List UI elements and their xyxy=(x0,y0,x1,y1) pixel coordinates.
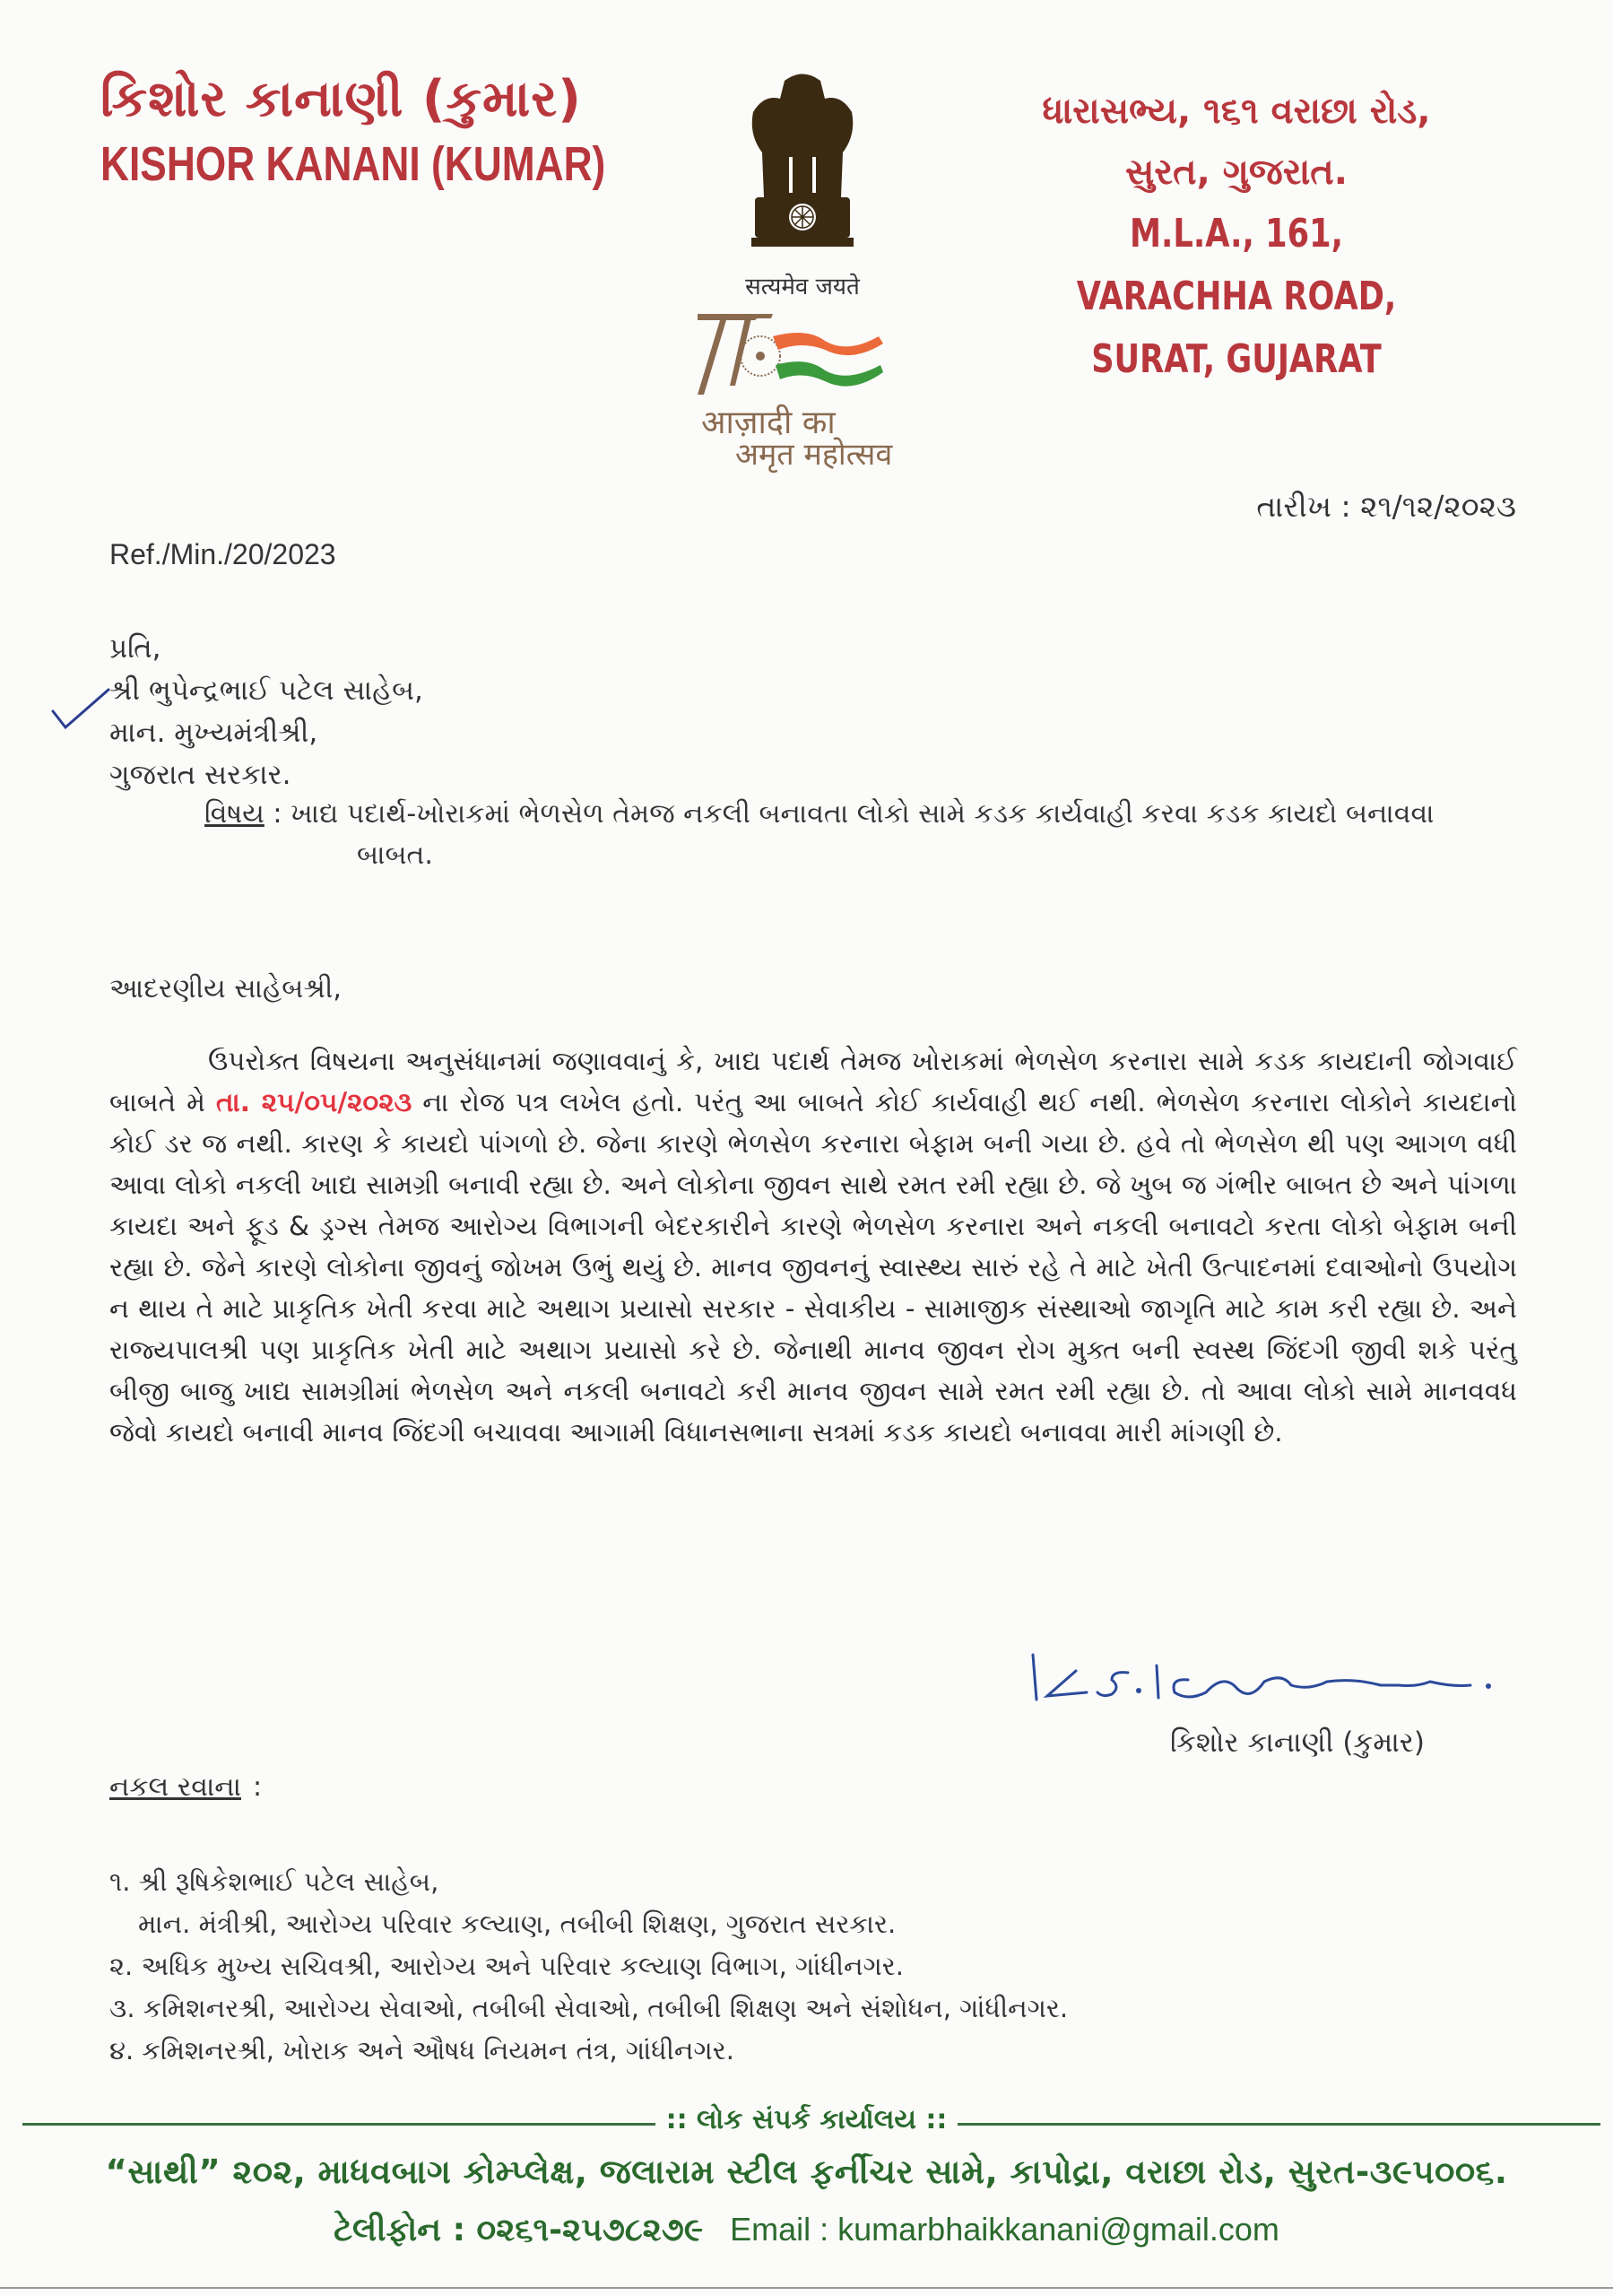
copy-to-item: ૪. કમિશનરશ્રી, ખોરાક અને ઔષધ નિયમન તંત્ર, ગાંધીનગર. xyxy=(109,2035,734,2066)
body-text-part2: ના રોજ પત્ર લખેલ હતો. પરંતુ આ બાબતે કોઈ કાર્યવાહી થઈ નથી. ભેળસેળ કરનારા લોકોને કાયદાનો કોઈ ડર જ નથી. કારણ કે કાયદો પાંગળો છે. જેના કારણે ભેળસેળ કરનારા બેફામ બની ગયા છે. હવે તો ભેળસેળ થી પણ આગળ વધી આવા લોકો નકલી ખાદ્ય સામગ્રી બનાવી રહ્યા છે. અને લોકોના જીવન સાથે રમત રમી રહ્યા છે. જે ખુબ જ ગંભીર બાબત છે અને પાંગળા કાયદા અને ફૂડ & ડ્રગ્સ તેમજ આરોગ્ય વિભાગની બેદરકારીને કારણે ભેળસેળ કરનારા અને નકલી બનાવટો કરતા લોકો બેફામ બની રહ્યા છે. જેને કારણે લોકોના જીવનું જોખમ ઉભું થયું છે. માનવ જીવનનું સ્વાસ્થ્ય સારું રહે તે માટે ખેતી ઉત્પાદનમાં દવાઓનો ઉપયોગ ન થાય તે માટે પ્રાકૃતિક ખેતી કરવા માટે અથાગ પ્રયાસો સરકાર - સેવાકીય - સામાજીક સંસ્થાઓ જાગૃતિ માટે કામ કરી રહ્યા છે. અને રાજ્યપાલશ્રી પણ પ્રાકૃતિક ખેતી માટે અથાગ પ્રયાસો કરે છે. જેનાથી માનવ જીવન રોગ મુક્ત બની સ્વસ્થ જિંદગી જીવી શકે પરંતુ બીજી બાજુ ખાદ્ય સામગ્રીમાં ભેળસેળ અને નકલી બનાવટો કરી માનવ જીવન સામે રમત રમી રહ્યા છે. તો આવા લોકો સામે માનવવધ જેવો કાયદો બનાવી માનવ જિંદગી બચાવવા આગામી વિધાનસભાના સત્રમાં કડક કાયદો બનાવવા મારી માંગણી છે. xyxy=(109,1087,1517,1448)
footer-phone: ટેલીફોન : ૦૨૬૧-૨૫૭૮૨૭૯ xyxy=(334,2212,704,2248)
salutation: આદરણીય સાહેબશ્રી, xyxy=(109,973,342,1004)
copy-to-item: ૩. કમિશનરશ્રી, આરોગ્ય સેવાઓ, તબીબી સેવાઓ, તબીબી શિક્ષણ અને સંશોધન, ગાંધીનગર. xyxy=(109,1993,1069,2023)
subject-block xyxy=(204,794,1549,876)
copy-to-item-detail: માન. મંત્રીશ્રી, આરોગ્ય પરિવાર કલ્યાણ, તબીબી શિક્ષણ, ગુજરાત સરકાર. xyxy=(138,1909,897,1939)
letter-date: તારીખ : ૨૧/૧૨/૨૦૨૩ xyxy=(1256,489,1516,524)
recipient-line: માન. મુખ્યમંત્રીશ્રી, xyxy=(109,717,318,749)
copy-to-item: ૨. અધિક મુખ્ય સચિવશ્રી, આરોગ્ય અને પરિવાર કલ્યાણ વિભાગ, ગાંધીનગર. xyxy=(109,1951,904,1981)
recipient-block xyxy=(109,628,423,796)
reference-number: Ref./Min./20/2023 xyxy=(109,538,336,570)
azadi-logo-text-line1: आज़ादी का xyxy=(701,404,836,441)
recipient-line: ગુજરાત સરકાર. xyxy=(109,759,291,791)
subject-separator: : xyxy=(264,798,291,830)
letterhead-name-english: KISHOR KANANI (KUMAR) xyxy=(100,137,606,191)
recipient-line: શ્રી ભુપેન્દ્રભાઈ પટેલ સાહેબ, xyxy=(109,674,423,707)
body-text-part1: ઉપરોક્ત વિષયના અનુસંધાનમાં જણાવવાનું કે, ખાદ્ય પદાર્થ તેમજ ખોરાકમાં ભેળસેળ કરનારા સામે કડક કાયદાની જોગવાઈ બાબતે મે xyxy=(109,1046,1517,1118)
footer-bottom-rule xyxy=(0,2287,1613,2289)
letterhead-address xyxy=(994,81,1479,391)
emblem-motto: सत्यमेव जयते xyxy=(745,274,860,300)
copy-to-colon: : xyxy=(253,1771,263,1803)
checkmark-icon xyxy=(49,686,112,731)
azadi-logo-text-line2: अमृत महोत्सव xyxy=(735,437,893,473)
address-gujarati-line1: ધારાસભ્ય, ૧૬૧ વરાછા રોડ, xyxy=(1042,91,1431,132)
address-english-line1: M.L.A., 161, VARACHHA ROAD, xyxy=(1076,211,1397,319)
signatory-name: કિશોર કાનાણી (કુમાર) xyxy=(1170,1726,1425,1759)
copy-to-list xyxy=(109,1861,1068,2072)
letter-body xyxy=(109,1040,1517,1453)
recipient-prefix: પ્રતિ, xyxy=(109,632,161,665)
handwritten-signature-icon xyxy=(1022,1646,1524,1709)
address-english-line2: SURAT, GUJARAT xyxy=(1091,336,1382,382)
footer-title xyxy=(0,2104,1613,2135)
letterhead-name-gujarati: કિશોર કાનાણી (કુમાર) xyxy=(100,70,582,128)
address-gujarati-line2: સુરત, ગુજરાત. xyxy=(1125,152,1348,193)
footer-contact xyxy=(0,2211,1613,2249)
subject-label: વિષય xyxy=(204,798,264,830)
footer-address: “સાથી” ૨૦૨, માધવબાગ કોમ્પ્લેક્ષ, જલારામ સ્ટીલ ફર્નીચર સામે, કાપોદ્રા, વરાછા રોડ, સુરત-૩૯૫૦૦૬. xyxy=(105,2152,1508,2191)
footer-title-text: :: લોક સંપર્ક કાર્યાલય :: xyxy=(655,2104,958,2135)
highlighted-date: તા. ૨૫/૦૫/૨૦૨૩ xyxy=(215,1087,412,1118)
subject-continuation: બાબત. xyxy=(357,839,433,871)
copy-to-title: નકલ રવાના xyxy=(109,1771,241,1803)
national-emblem-icon xyxy=(735,63,870,260)
copy-to-heading xyxy=(109,1771,241,1803)
copy-to-item: ૧. શ્રી રૂષિકેશભાઈ પટેલ સાહેબ, xyxy=(109,1866,439,1897)
footer-email[interactable]: Email : kumarbhaikkanani@gmail.com xyxy=(730,2211,1279,2248)
subject-text: ખાદ્ય પદાર્થ-ખોરાકમાં ભેળસેળ તેમજ નકલી બનાવતા લોકો સામે કડક કાર્યવાહી કરવા કડક કાયદો બનાવવા xyxy=(291,798,1435,830)
